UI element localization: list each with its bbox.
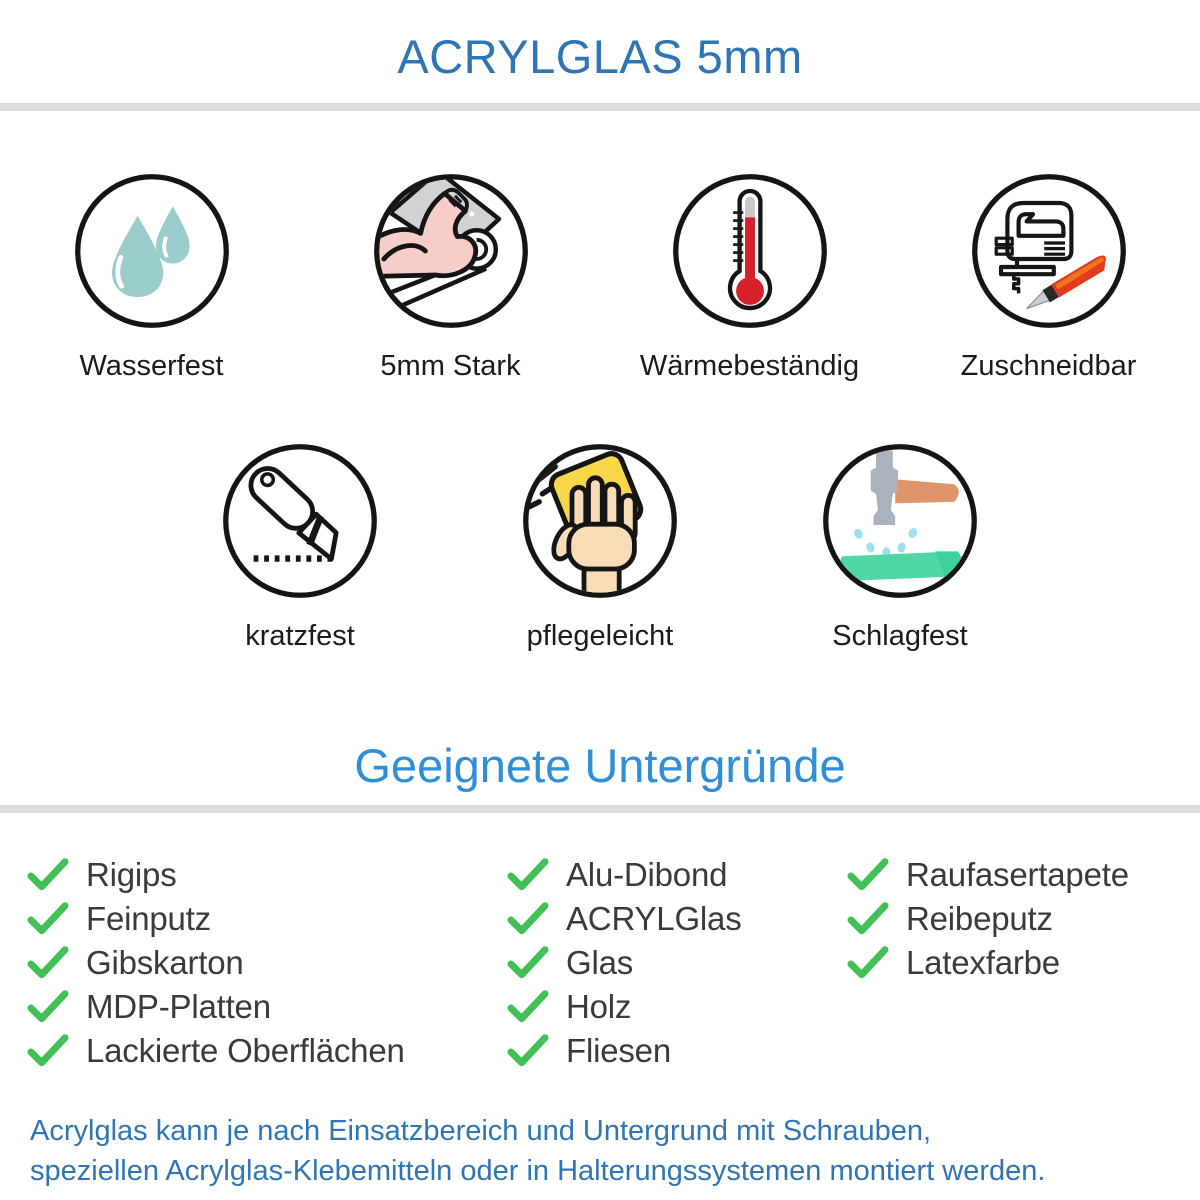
list-item (26, 941, 506, 985)
surface-label: Reibeputz (906, 900, 1053, 937)
feature-label: Schlagfest (832, 620, 968, 652)
list-item (506, 985, 846, 1029)
utility-knife-icon (220, 441, 380, 601)
list-item (506, 853, 846, 897)
list-item (846, 853, 1200, 897)
check-icon (26, 858, 70, 892)
divider (0, 103, 1200, 111)
list-item (26, 1029, 506, 1073)
surface-label: Latexfarbe (906, 944, 1060, 981)
list-item (846, 897, 1200, 941)
feature-label: kratzfest (245, 620, 355, 652)
surface-label: Fliesen (566, 1032, 671, 1069)
surfaces-list (26, 853, 1200, 1073)
flexed-arm-sheet-icon (371, 171, 531, 331)
divider (0, 805, 1200, 813)
check-icon (26, 902, 70, 936)
page-title: ACRYLGLAS 5mm (397, 30, 803, 83)
list-item (26, 985, 506, 1029)
feature-scratchproof (160, 441, 440, 651)
list-item (26, 853, 506, 897)
surface-label: Rigips (86, 856, 177, 893)
feature-label: pflegeleicht (526, 620, 674, 652)
surface-label: MDP-Platten (86, 988, 271, 1025)
surface-label: Feinputz (86, 900, 211, 937)
list-item (506, 897, 846, 941)
feature-label: Wärmebeständig (639, 350, 860, 382)
list-item (26, 897, 506, 941)
feature-impact-resistant (760, 441, 1040, 651)
jigsaw-knife-icon (969, 171, 1129, 331)
check-icon (846, 902, 890, 936)
check-icon (846, 946, 890, 980)
check-icon (506, 902, 550, 936)
surface-label: Gibskarton (86, 944, 244, 981)
feature-label: Zuschneidbar (960, 350, 1137, 382)
mounting-note-line-2: speziellen Acrylglas-Klebemitteln oder in Halterungssystemen montiert werden. (30, 1155, 1046, 1187)
surfaces-column-3 (846, 853, 1200, 985)
check-icon (26, 1034, 70, 1068)
feature-row-1 (0, 171, 1200, 381)
feature-row-2 (160, 441, 1040, 651)
feature-label: 5mm Stark (380, 350, 521, 382)
feature-waterproof (2, 171, 301, 381)
feature-heat-resistant (600, 171, 899, 381)
list-item (506, 1029, 846, 1073)
surface-label: Lackierte Oberflächen (86, 1032, 405, 1069)
thermometer-icon (670, 171, 830, 331)
list-item (506, 941, 846, 985)
hammer-impact-icon (820, 441, 980, 601)
check-icon (506, 946, 550, 980)
surface-label: Holz (566, 988, 632, 1025)
surfaces-column-1 (26, 853, 506, 1073)
surfaces-heading: Geeignete Untergründe (354, 739, 846, 792)
mounting-note (30, 1111, 1200, 1191)
surface-label: Alu-Dibond (566, 856, 728, 893)
surface-label: Glas (566, 944, 634, 981)
wiping-hand-cloth-icon (520, 441, 680, 601)
check-icon (26, 946, 70, 980)
surface-label: ACRYLGlas (566, 900, 742, 937)
check-icon (506, 1034, 550, 1068)
check-icon (26, 990, 70, 1024)
feature-thickness (301, 171, 600, 381)
mounting-note-line-1: Acrylglas kann je nach Einsatzbereich und Untergrund mit Schrauben, (30, 1115, 932, 1147)
check-icon (506, 858, 550, 892)
surface-label: Raufasertapete (906, 856, 1129, 893)
feature-label: Wasserfest (79, 350, 224, 382)
list-item (846, 941, 1200, 985)
feature-cuttable (899, 171, 1198, 381)
feature-easy-care (460, 441, 740, 651)
water-drops-icon (72, 171, 232, 331)
check-icon (846, 858, 890, 892)
surfaces-column-2 (506, 853, 846, 1073)
check-icon (506, 990, 550, 1024)
